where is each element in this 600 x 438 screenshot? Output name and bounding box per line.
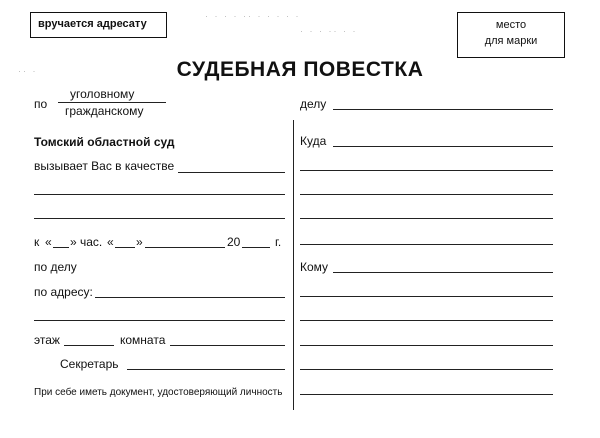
case-type-option-criminal: уголовному bbox=[70, 87, 135, 101]
year-prefix: 20 bbox=[227, 235, 241, 249]
summons-as-field-line3[interactable] bbox=[34, 218, 285, 219]
where-field-line5[interactable] bbox=[300, 244, 553, 245]
case-type-option-civil: гражданскому bbox=[65, 104, 144, 118]
on-case-label: по делу bbox=[34, 260, 77, 274]
court-name: Томский областной суд bbox=[34, 135, 175, 149]
date-year-field[interactable] bbox=[242, 247, 270, 248]
stamp-place-line2: для марки bbox=[484, 35, 538, 47]
case-type-divider-line bbox=[58, 102, 166, 103]
date-hours-label: » час. bbox=[70, 235, 103, 249]
date-open-quote: « bbox=[45, 235, 52, 249]
case-label: делу bbox=[300, 97, 327, 111]
date-to-label: к bbox=[34, 235, 40, 249]
page-title: СУДЕБНАЯ ПОВЕСТКА bbox=[176, 58, 424, 81]
where-field-line4[interactable] bbox=[300, 218, 553, 219]
summons-as-label: вызывает Вас в качестве bbox=[34, 159, 175, 173]
address-label: по адресу: bbox=[34, 285, 93, 299]
secretary-field[interactable] bbox=[127, 369, 285, 370]
summons-as-field-line2[interactable] bbox=[34, 194, 285, 195]
scan-noise: · · · ·· · · bbox=[300, 26, 358, 36]
to-whom-field-line6[interactable] bbox=[300, 394, 553, 395]
secretary-label: Секретарь bbox=[60, 357, 119, 371]
where-field[interactable] bbox=[333, 146, 553, 147]
date-close-quote2: » bbox=[136, 235, 143, 249]
to-whom-field-line4[interactable] bbox=[300, 345, 553, 346]
stamp-place-box bbox=[457, 12, 565, 58]
delivered-to-addressee-box bbox=[30, 12, 167, 38]
where-label: Куда bbox=[300, 134, 327, 148]
year-suffix: г. bbox=[275, 235, 282, 249]
room-label: комната bbox=[120, 333, 166, 347]
po-label: по bbox=[34, 97, 48, 111]
date-month-field[interactable] bbox=[145, 247, 225, 248]
footnote: При себе иметь документ, удостоверяющий личность bbox=[34, 387, 283, 398]
date-open-quote2: « bbox=[107, 235, 114, 249]
summons-as-field[interactable] bbox=[178, 172, 285, 173]
case-number-field[interactable] bbox=[333, 109, 553, 110]
to-whom-field-line2[interactable] bbox=[300, 296, 553, 297]
address-field[interactable] bbox=[95, 297, 285, 298]
column-divider bbox=[293, 120, 294, 410]
where-field-line2[interactable] bbox=[300, 170, 553, 171]
scan-noise: ·· · bbox=[18, 66, 38, 76]
on-case-spacer bbox=[34, 275, 285, 276]
to-whom-field-line3[interactable] bbox=[300, 320, 553, 321]
room-field[interactable] bbox=[170, 345, 285, 346]
to-whom-field-line5[interactable] bbox=[300, 369, 553, 370]
address-field-line2[interactable] bbox=[34, 320, 285, 321]
scan-noise: · · · · ·· · · · · · bbox=[205, 11, 301, 21]
date-date-field[interactable] bbox=[115, 247, 135, 248]
floor-field[interactable] bbox=[64, 345, 114, 346]
to-whom-label: Кому bbox=[300, 260, 329, 274]
to-whom-field[interactable] bbox=[333, 272, 553, 273]
floor-label: этаж bbox=[34, 333, 60, 347]
where-field-line3[interactable] bbox=[300, 194, 553, 195]
stamp-place-line1: место bbox=[495, 19, 527, 31]
delivered-label: вручается адресату bbox=[38, 18, 147, 30]
date-day-field[interactable] bbox=[53, 247, 69, 248]
